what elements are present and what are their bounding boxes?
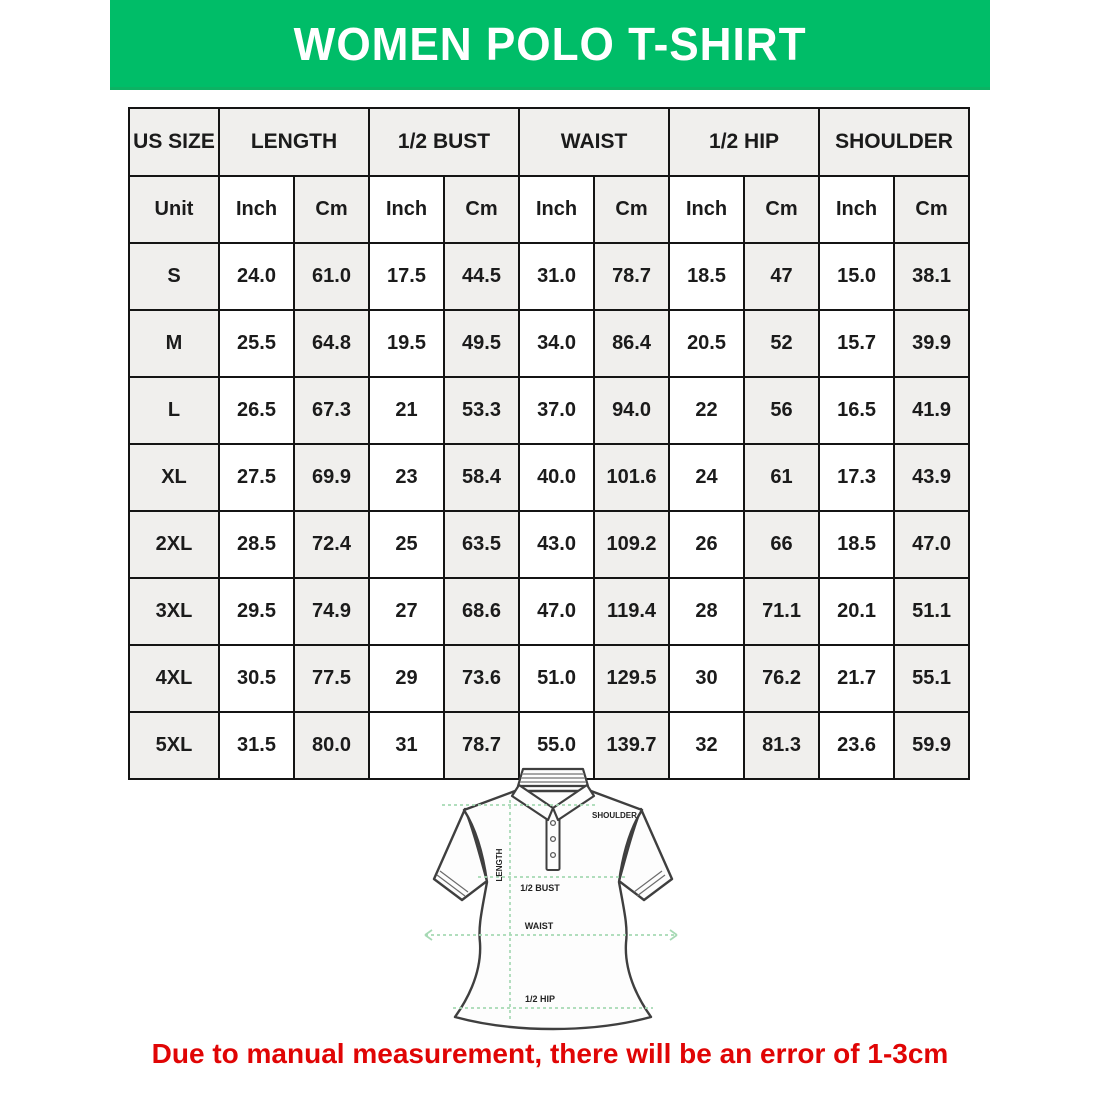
measurement-cell: 59.9 <box>894 712 969 779</box>
polo-shirt-diagram <box>420 760 682 1045</box>
table-header-row <box>129 108 969 176</box>
measurement-cell: 69.9 <box>294 444 369 511</box>
shirt-diagram-container <box>420 760 682 1045</box>
unit-cell: Inch <box>819 176 894 243</box>
measurement-cell: 30.5 <box>219 645 294 712</box>
measurement-cell: 23 <box>369 444 444 511</box>
measurement-cell: 15.7 <box>819 310 894 377</box>
measurement-cell: 43.9 <box>894 444 969 511</box>
col-header-shoulder: SHOULDER <box>819 108 969 176</box>
unit-cell: Inch <box>669 176 744 243</box>
measurement-cell: 28.5 <box>219 511 294 578</box>
col-header-us-size: US SIZE <box>129 108 219 176</box>
unit-cell: Cm <box>744 176 819 243</box>
measurement-cell: 37.0 <box>519 377 594 444</box>
measurement-cell: 41.9 <box>894 377 969 444</box>
table-row <box>129 511 969 578</box>
measurement-cell: 51.1 <box>894 578 969 645</box>
unit-cell: Inch <box>519 176 594 243</box>
measurement-cell: 28 <box>669 578 744 645</box>
unit-label-cell: Unit <box>129 176 219 243</box>
measurement-cell: 24 <box>669 444 744 511</box>
hip-label: 1/2 HIP <box>524 994 556 1004</box>
button-icon <box>551 821 556 826</box>
measurement-cell: 53.3 <box>444 377 519 444</box>
length-label: LENGTH <box>495 848 504 882</box>
waist-label: WAIST <box>524 921 554 931</box>
bust-label: 1/2 BUST <box>520 883 560 893</box>
measurement-cell: 56 <box>744 377 819 444</box>
unit-cell: Cm <box>594 176 669 243</box>
unit-cell: Inch <box>369 176 444 243</box>
measurement-cell: 47.0 <box>894 511 969 578</box>
table-row <box>129 310 969 377</box>
measurement-cell: 51.0 <box>519 645 594 712</box>
col-header-bust: 1/2 BUST <box>369 108 519 176</box>
measurement-cell: 44.5 <box>444 243 519 310</box>
measurement-cell: 43.0 <box>519 511 594 578</box>
measurement-cell: 55.0 <box>519 712 594 779</box>
measurement-cell: 63.5 <box>444 511 519 578</box>
measurement-cell: 18.5 <box>669 243 744 310</box>
measurement-cell: 40.0 <box>519 444 594 511</box>
shoulder-label: SHOULDER <box>592 811 637 820</box>
measurement-cell: 78.7 <box>594 243 669 310</box>
button-icon <box>551 853 556 858</box>
size-cell: XL <box>129 444 219 511</box>
page-title: WOMEN POLO T-SHIRT <box>293 17 807 70</box>
measurement-cell: 68.6 <box>444 578 519 645</box>
measurement-cell: 29 <box>369 645 444 712</box>
size-cell: L <box>129 377 219 444</box>
measurement-cell: 119.4 <box>594 578 669 645</box>
table-row <box>129 377 969 444</box>
measurement-cell: 81.3 <box>744 712 819 779</box>
measurement-cell: 74.9 <box>294 578 369 645</box>
measurement-cell: 52 <box>744 310 819 377</box>
measurement-cell: 78.7 <box>444 712 519 779</box>
measurement-cell: 72.4 <box>294 511 369 578</box>
measurement-cell: 31 <box>369 712 444 779</box>
measurement-cell: 32 <box>669 712 744 779</box>
size-table-body <box>129 243 969 779</box>
table-row <box>129 645 969 712</box>
measurement-cell: 21.7 <box>819 645 894 712</box>
measurement-cell: 73.6 <box>444 645 519 712</box>
title-banner <box>110 0 990 90</box>
measurement-cell: 76.2 <box>744 645 819 712</box>
measurement-cell: 139.7 <box>594 712 669 779</box>
measurement-cell: 26 <box>669 511 744 578</box>
measurement-cell: 30 <box>669 645 744 712</box>
size-cell: M <box>129 310 219 377</box>
measurement-cell: 25 <box>369 511 444 578</box>
table-row <box>129 444 969 511</box>
measurement-cell: 86.4 <box>594 310 669 377</box>
size-cell: 3XL <box>129 578 219 645</box>
measurement-cell: 23.6 <box>819 712 894 779</box>
unit-cell: Cm <box>444 176 519 243</box>
measurement-cell: 21 <box>369 377 444 444</box>
measurement-cell: 22 <box>669 377 744 444</box>
measurement-cell: 27.5 <box>219 444 294 511</box>
measurement-cell: 20.5 <box>669 310 744 377</box>
measurement-cell: 16.5 <box>819 377 894 444</box>
measurement-cell: 20.1 <box>819 578 894 645</box>
measurement-cell: 101.6 <box>594 444 669 511</box>
measurement-cell: 109.2 <box>594 511 669 578</box>
measurement-cell: 29.5 <box>219 578 294 645</box>
measurement-cell: 47 <box>744 243 819 310</box>
measurement-cell: 58.4 <box>444 444 519 511</box>
measurement-disclaimer: Due to manual measurement, there will be an error of 1-3cm <box>151 1038 949 1069</box>
measurement-cell: 31.0 <box>519 243 594 310</box>
measurement-cell: 61 <box>744 444 819 511</box>
measurement-cell: 80.0 <box>294 712 369 779</box>
size-cell: 5XL <box>129 712 219 779</box>
col-header-length: LENGTH <box>219 108 369 176</box>
unit-cell: Cm <box>294 176 369 243</box>
measurement-cell: 24.0 <box>219 243 294 310</box>
size-cell: 4XL <box>129 645 219 712</box>
measurement-cell: 67.3 <box>294 377 369 444</box>
measurement-cell: 39.9 <box>894 310 969 377</box>
size-chart-table <box>128 107 970 780</box>
measurement-cell: 19.5 <box>369 310 444 377</box>
collar-band <box>518 769 588 786</box>
measurement-cell: 17.3 <box>819 444 894 511</box>
measurement-cell: 55.1 <box>894 645 969 712</box>
unit-row <box>129 176 969 243</box>
unit-cell: Inch <box>219 176 294 243</box>
size-cell: 2XL <box>129 511 219 578</box>
measurement-cell: 38.1 <box>894 243 969 310</box>
unit-cell: Cm <box>894 176 969 243</box>
col-header-hip: 1/2 HIP <box>669 108 819 176</box>
measurement-cell: 49.5 <box>444 310 519 377</box>
measurement-cell: 64.8 <box>294 310 369 377</box>
measurement-cell: 25.5 <box>219 310 294 377</box>
measurement-cell: 26.5 <box>219 377 294 444</box>
measurement-cell: 18.5 <box>819 511 894 578</box>
measurement-cell: 15.0 <box>819 243 894 310</box>
table-row <box>129 578 969 645</box>
measurement-cell: 61.0 <box>294 243 369 310</box>
measurement-cell: 17.5 <box>369 243 444 310</box>
measurement-cell: 71.1 <box>744 578 819 645</box>
col-header-waist: WAIST <box>519 108 669 176</box>
measurement-cell: 34.0 <box>519 310 594 377</box>
button-icon <box>551 837 556 842</box>
measurement-cell: 77.5 <box>294 645 369 712</box>
measurement-cell: 27 <box>369 578 444 645</box>
table-row <box>129 243 969 310</box>
measurement-cell: 129.5 <box>594 645 669 712</box>
measurement-cell: 94.0 <box>594 377 669 444</box>
measurement-cell: 31.5 <box>219 712 294 779</box>
measurement-cell: 47.0 <box>519 578 594 645</box>
measurement-cell: 66 <box>744 511 819 578</box>
size-cell: S <box>129 243 219 310</box>
